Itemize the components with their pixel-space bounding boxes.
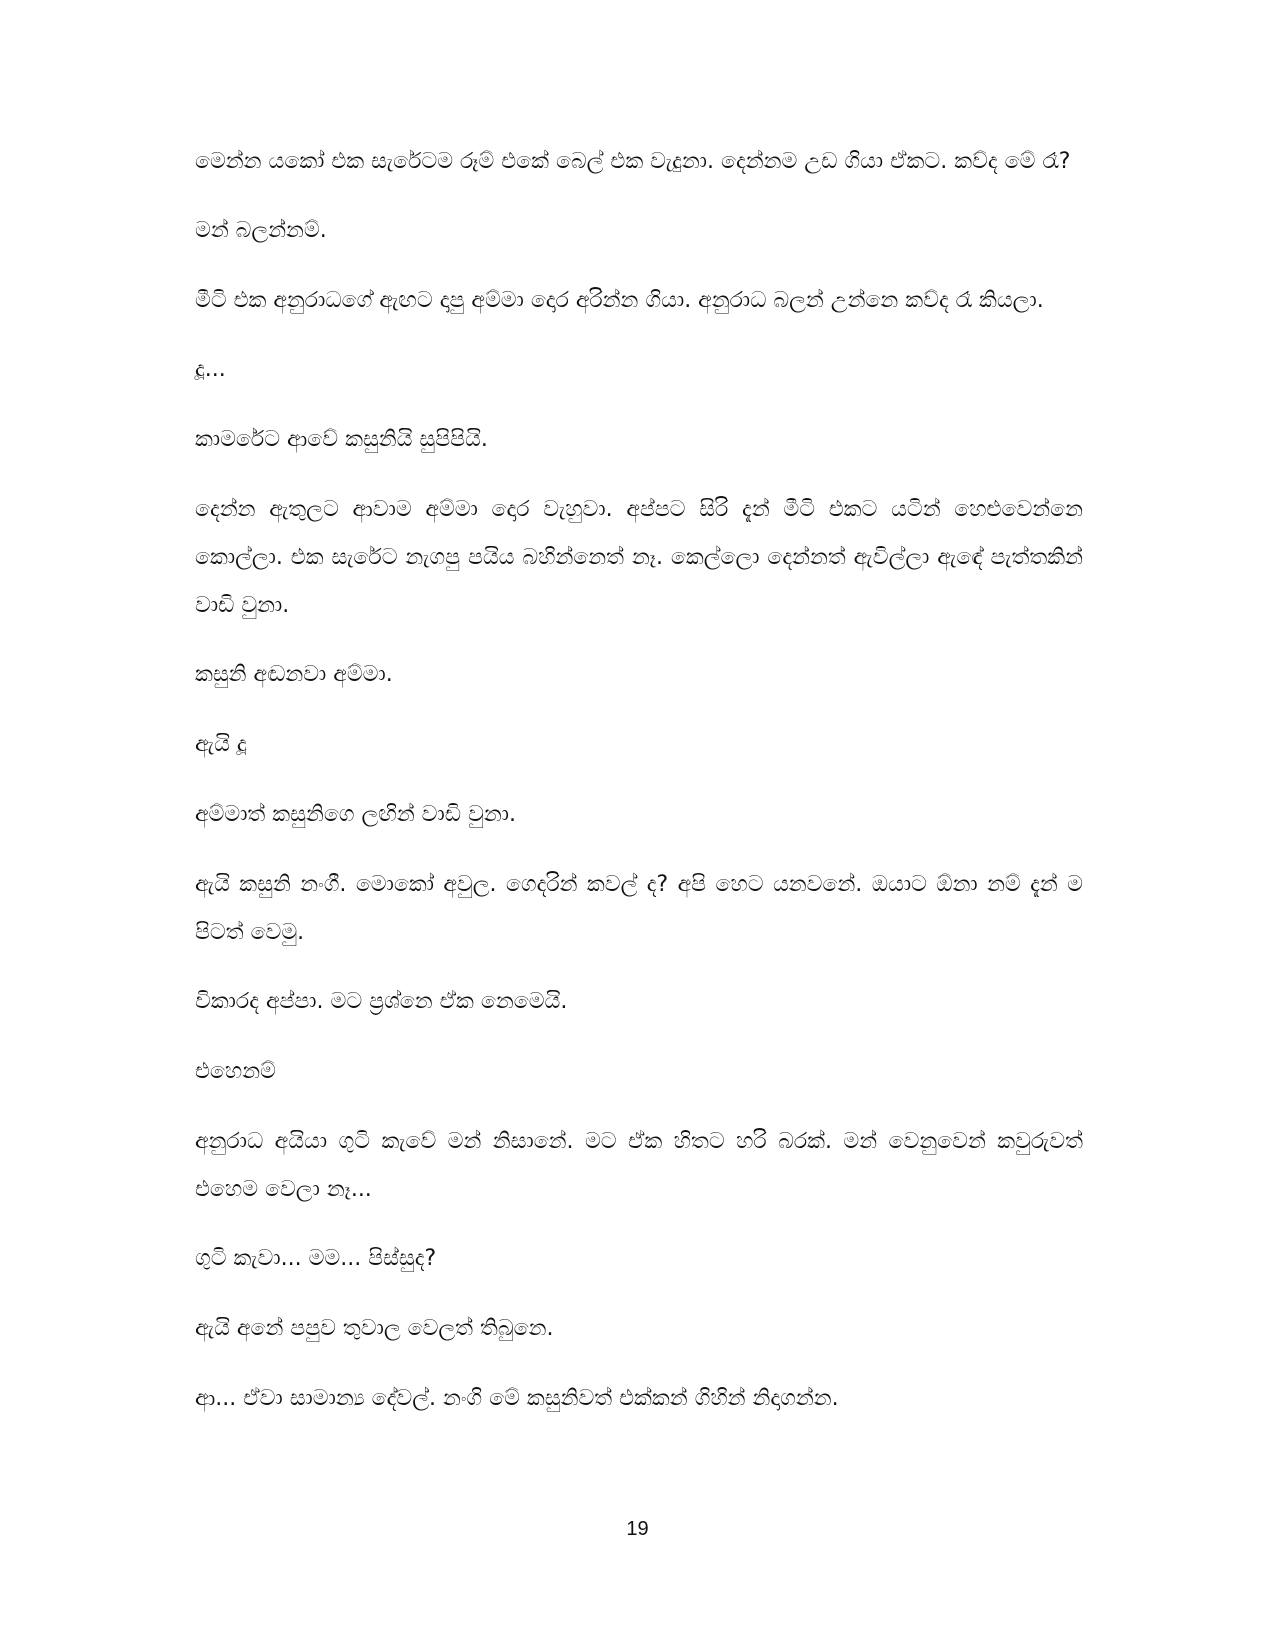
paragraph-14: ගුටි කැවා... මම... පිස්සුද? [195,1246,437,1271]
paragraph-5: කාමරේට ආවේ කසුනියි සුපිපියි. [195,427,488,452]
paragraph-4: දූ... [195,357,226,382]
page-number: 19 [626,1518,649,1540]
paragraph-3: මීටි එක අනුරාධගේ ඇඟට දාපු අම්මා දොර අරින්න ගියා. අනුරාධ බලන් උන්නෙ කව්ද රෑ කියලා. [195,288,1044,313]
paragraph-9: අම්මාත් කසුනිගෙ ලඟින් වාඩි වුනා. [195,802,516,827]
paragraph-2: මන් බලන්නම්. [195,218,327,243]
paragraph-13: අනුරාධ අයියා ගුටි කැවේ මන් නිසානේ. මට ඒක හිතට හරි බරක්. මන් වෙනුවෙන් කවුරුවත් එහෙම වෙලා නෑ... [195,1129,1083,1202]
paragraph-16: ආ... ඒවා සාමාන්‍ය දේවල්. නංගි මේ කසුනිවත් එක්කන් ගිහින් නිදාගන්න. [195,1386,839,1411]
paragraph-8: ඇයි දූ [195,732,247,757]
paragraph-15: ඇයි අනේ පපුව තුවාල වෙලත් තිබුනෙ. [195,1316,554,1341]
paragraph-12: එහෙනම් [195,1059,276,1084]
paragraph-10: ඇයි කසුනි නංගී. මොකෝ අවුල. ගෙදරින් කවල් ද? අපි හෙට යනවනේ. ඔයාට ඕනා නම් දැන් ම පිටත් වෙමු. [195,872,1083,945]
paragraph-1: මෙන්න යකෝ එක සැරේටම රූම් එකේ බෙල් එක වැදුනා. දෙන්නම උඩ ගියා ඒකට. කව්ද මේ රෑ? [195,149,1071,174]
paragraph-11: විකාරද අප්පා. මට ප්‍රශ්නෙ ඒක නෙමෙයි. [195,989,568,1014]
paragraph-7: කසුනි අඬනවා අම්මා. [195,662,393,687]
paragraph-6: දෙන්න ඇතුලට ආවාම අම්මා දොර වැහුවා. අප්පට සිරි දැන් මීටි එකට යටින් හෙළුවෙන්නෙ කොල්ලා. එක සැරේට නැගපු පයිය බහින්නෙත් නෑ. කෙල්ලො දෙන්නත් ඇවිල්ලා ඇඳේ පැත්තකින් වාඩි වුනා. [195,497,1083,618]
page-body [195,138,1083,1445]
